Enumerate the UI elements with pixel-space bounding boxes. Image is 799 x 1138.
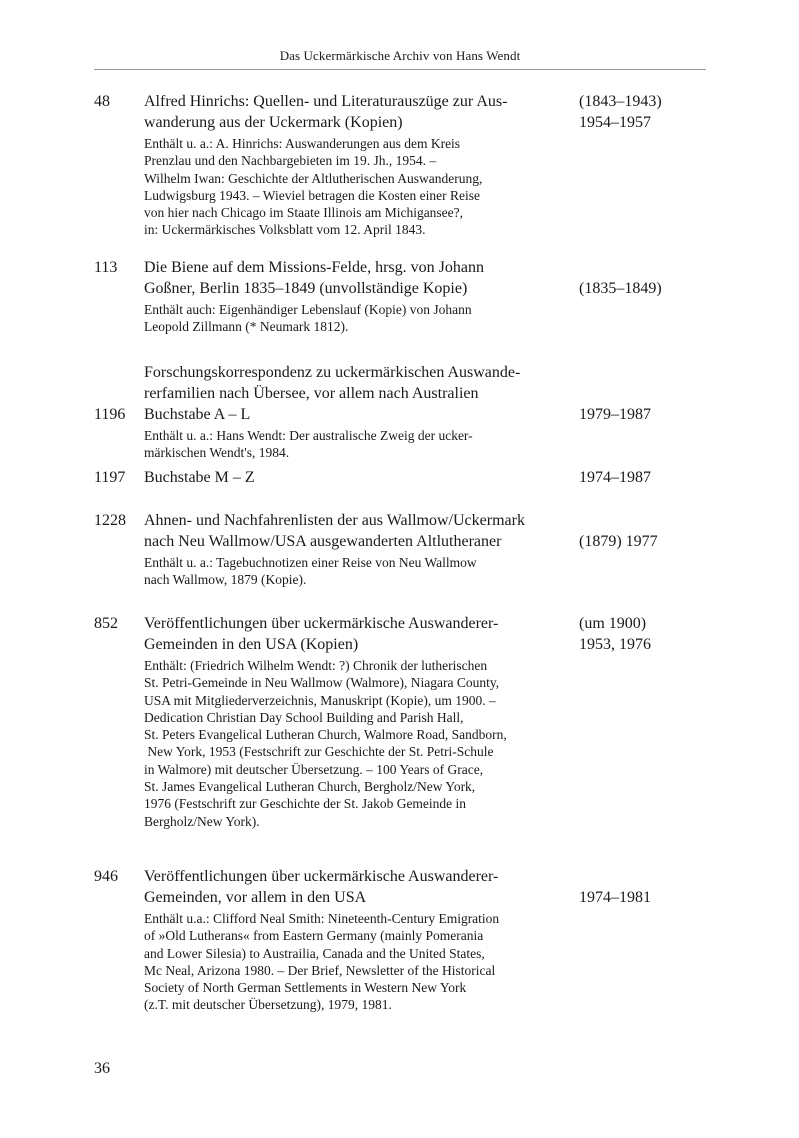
content-line: Enthält auch: Eigenhändiger Lebenslauf (Kopie) von Johann bbox=[144, 302, 472, 317]
entry-number: 1197 bbox=[94, 469, 126, 486]
content-line: Bergholz/New York). bbox=[144, 813, 260, 829]
entry-date: (1879) 1977 bbox=[579, 533, 658, 550]
archive-entry bbox=[94, 613, 706, 830]
content-line: of »Old Lutherans« from Eastern Germany (mainly Pomerania bbox=[144, 928, 484, 944]
entry-number: 1196 bbox=[94, 406, 126, 423]
entry-date: (um 1900) bbox=[579, 615, 647, 632]
archive-entry bbox=[94, 257, 706, 336]
entry-content bbox=[144, 301, 706, 336]
content-line: Wilhelm Iwan: Geschichte der Altlutherischen Auswanderung, bbox=[144, 170, 483, 186]
entry-title-line: Alfred Hinrichs: Quellen- und Literaturauszüge zur Aus- bbox=[144, 93, 508, 110]
entry-date: 1953, 1976 bbox=[579, 636, 651, 653]
content-line: Mc Neal, Arizona 1980. – Der Brief, Newsletter of the Historical bbox=[144, 962, 496, 978]
content-line: von hier nach Chicago im Staate Illinois am Michigansee?, bbox=[144, 205, 464, 221]
content-line: in: Uckermärkisches Volksblatt vom 12. April 1843. bbox=[144, 222, 426, 238]
content-line: St. James Evangelical Lutheran Church, Bergholz/New York, bbox=[144, 779, 476, 795]
content-line: märkischen Wendt's, 1984. bbox=[144, 445, 290, 461]
content-line: Enthält: (Friedrich Wilhelm Wendt: ?) Chronik der lutherischen bbox=[144, 658, 488, 673]
entry-content bbox=[144, 135, 706, 239]
content-line: Leopold Zillmann (* Neumark 1812). bbox=[144, 319, 349, 335]
content-line: Ludwigsburg 1943. – Wieviel betragen die Kosten einer Reise bbox=[144, 187, 481, 203]
group-heading-line: rerfamilien nach Übersee, vor allem nach Australien bbox=[144, 385, 479, 402]
content-line: Enthält u. a.: Tagebuchnotizen einer Reise von Neu Wallmow bbox=[144, 555, 477, 570]
content-line: Enthält u. a.: Hans Wendt: Der australische Zweig der ucker- bbox=[144, 428, 473, 443]
entry-title-line: Ahnen- und Nachfahrenlisten der aus Wallmow/Uckermark bbox=[144, 512, 525, 529]
entry-title-line: wanderung aus der Uckermark (Kopien) bbox=[144, 114, 403, 131]
entry-content bbox=[144, 427, 706, 462]
entry-number: 113 bbox=[94, 259, 118, 276]
entry-number: 852 bbox=[94, 615, 118, 632]
content-line: New York, 1953 (Festschrift zur Geschichte der St. Petri-Schule bbox=[144, 744, 494, 760]
entry-date: (1835–1849) bbox=[579, 280, 662, 297]
entry-content bbox=[144, 910, 706, 1014]
entry-content bbox=[144, 657, 706, 830]
archive-entry bbox=[94, 866, 706, 1014]
content-line: USA mit Mitgliederverzeichnis, Manuskript (Kopie), um 1900. – bbox=[144, 692, 496, 708]
entry-number: 1228 bbox=[94, 512, 126, 529]
content-line: in Walmore) mit deutscher Übersetzung. – 100 Years of Grace, bbox=[144, 761, 484, 777]
entry-date: (1843–1943) bbox=[579, 93, 662, 110]
archive-entry bbox=[94, 91, 706, 239]
entry-number: 48 bbox=[94, 93, 110, 110]
running-head: Das Uckermärkische Archiv von Hans Wendt bbox=[279, 48, 521, 63]
entry-date: 1974–1987 bbox=[579, 469, 651, 486]
entry-title-line: Goßner, Berlin 1835–1849 (unvollständige Kopie) bbox=[144, 280, 468, 297]
content-line: St. Petri-Gemeinde in Neu Wallmow (Walmore), Niagara County, bbox=[144, 675, 500, 691]
content-line: 1976 (Festschrift zur Geschichte der St. Jakob Gemeinde in bbox=[144, 796, 467, 812]
entry-title-line: Buchstabe M – Z bbox=[144, 469, 255, 486]
page-number: 36 bbox=[94, 1060, 110, 1077]
content-line: Enthält u. a.: A. Hinrichs: Auswanderungen aus dem Kreis bbox=[144, 136, 461, 151]
entry-title-line: Gemeinden in den USA (Kopien) bbox=[144, 636, 359, 653]
group-heading-line: Forschungskorrespondenz zu uckermärkischen Auswande- bbox=[144, 364, 521, 381]
entry-date: 1954–1957 bbox=[579, 114, 651, 131]
content-line: and Lower Silesia) to Austrailia, Canada and the United States, bbox=[144, 945, 485, 961]
content-line: (z.T. mit deutscher Übersetzung), 1979, 1981. bbox=[144, 997, 392, 1013]
entry-title-line: nach Neu Wallmow/USA ausgewanderten Altlutheraner bbox=[144, 533, 502, 550]
header-rule bbox=[94, 69, 706, 70]
archive-entry bbox=[94, 510, 706, 589]
archive-entry-group bbox=[94, 362, 706, 462]
entry-title-line: Veröffentlichungen über uckermärkische Auswanderer- bbox=[144, 615, 499, 632]
archive-entry bbox=[94, 467, 706, 488]
entry-title-line: Die Biene auf dem Missions-Felde, hrsg. von Johann bbox=[144, 259, 484, 276]
content-line: St. Peters Evangelical Lutheran Church, Walmore Road, Sandborn, bbox=[144, 727, 507, 743]
entry-date: 1974–1981 bbox=[579, 889, 651, 906]
entry-number: 946 bbox=[94, 868, 118, 885]
content-line: Prenzlau und den Nachbargebieten im 19. Jh., 1954. – bbox=[144, 153, 437, 169]
entry-title-line: Gemeinden, vor allem in den USA bbox=[144, 889, 367, 906]
content-line: nach Wallmow, 1879 (Kopie). bbox=[144, 572, 307, 588]
entry-content bbox=[144, 554, 706, 589]
entry-date: 1979–1987 bbox=[579, 406, 651, 423]
content-line: Enthält u.a.: Clifford Neal Smith: Nineteenth-Century Emigration bbox=[144, 911, 500, 926]
content-line: Society of North German Settlements in Western New York bbox=[144, 980, 467, 996]
content-line: Dedication Christian Day School Building and Parish Hall, bbox=[144, 709, 464, 725]
entry-title-line: Veröffentlichungen über uckermärkische Auswanderer- bbox=[144, 868, 499, 885]
entry-title-line: Buchstabe A – L bbox=[144, 406, 251, 423]
